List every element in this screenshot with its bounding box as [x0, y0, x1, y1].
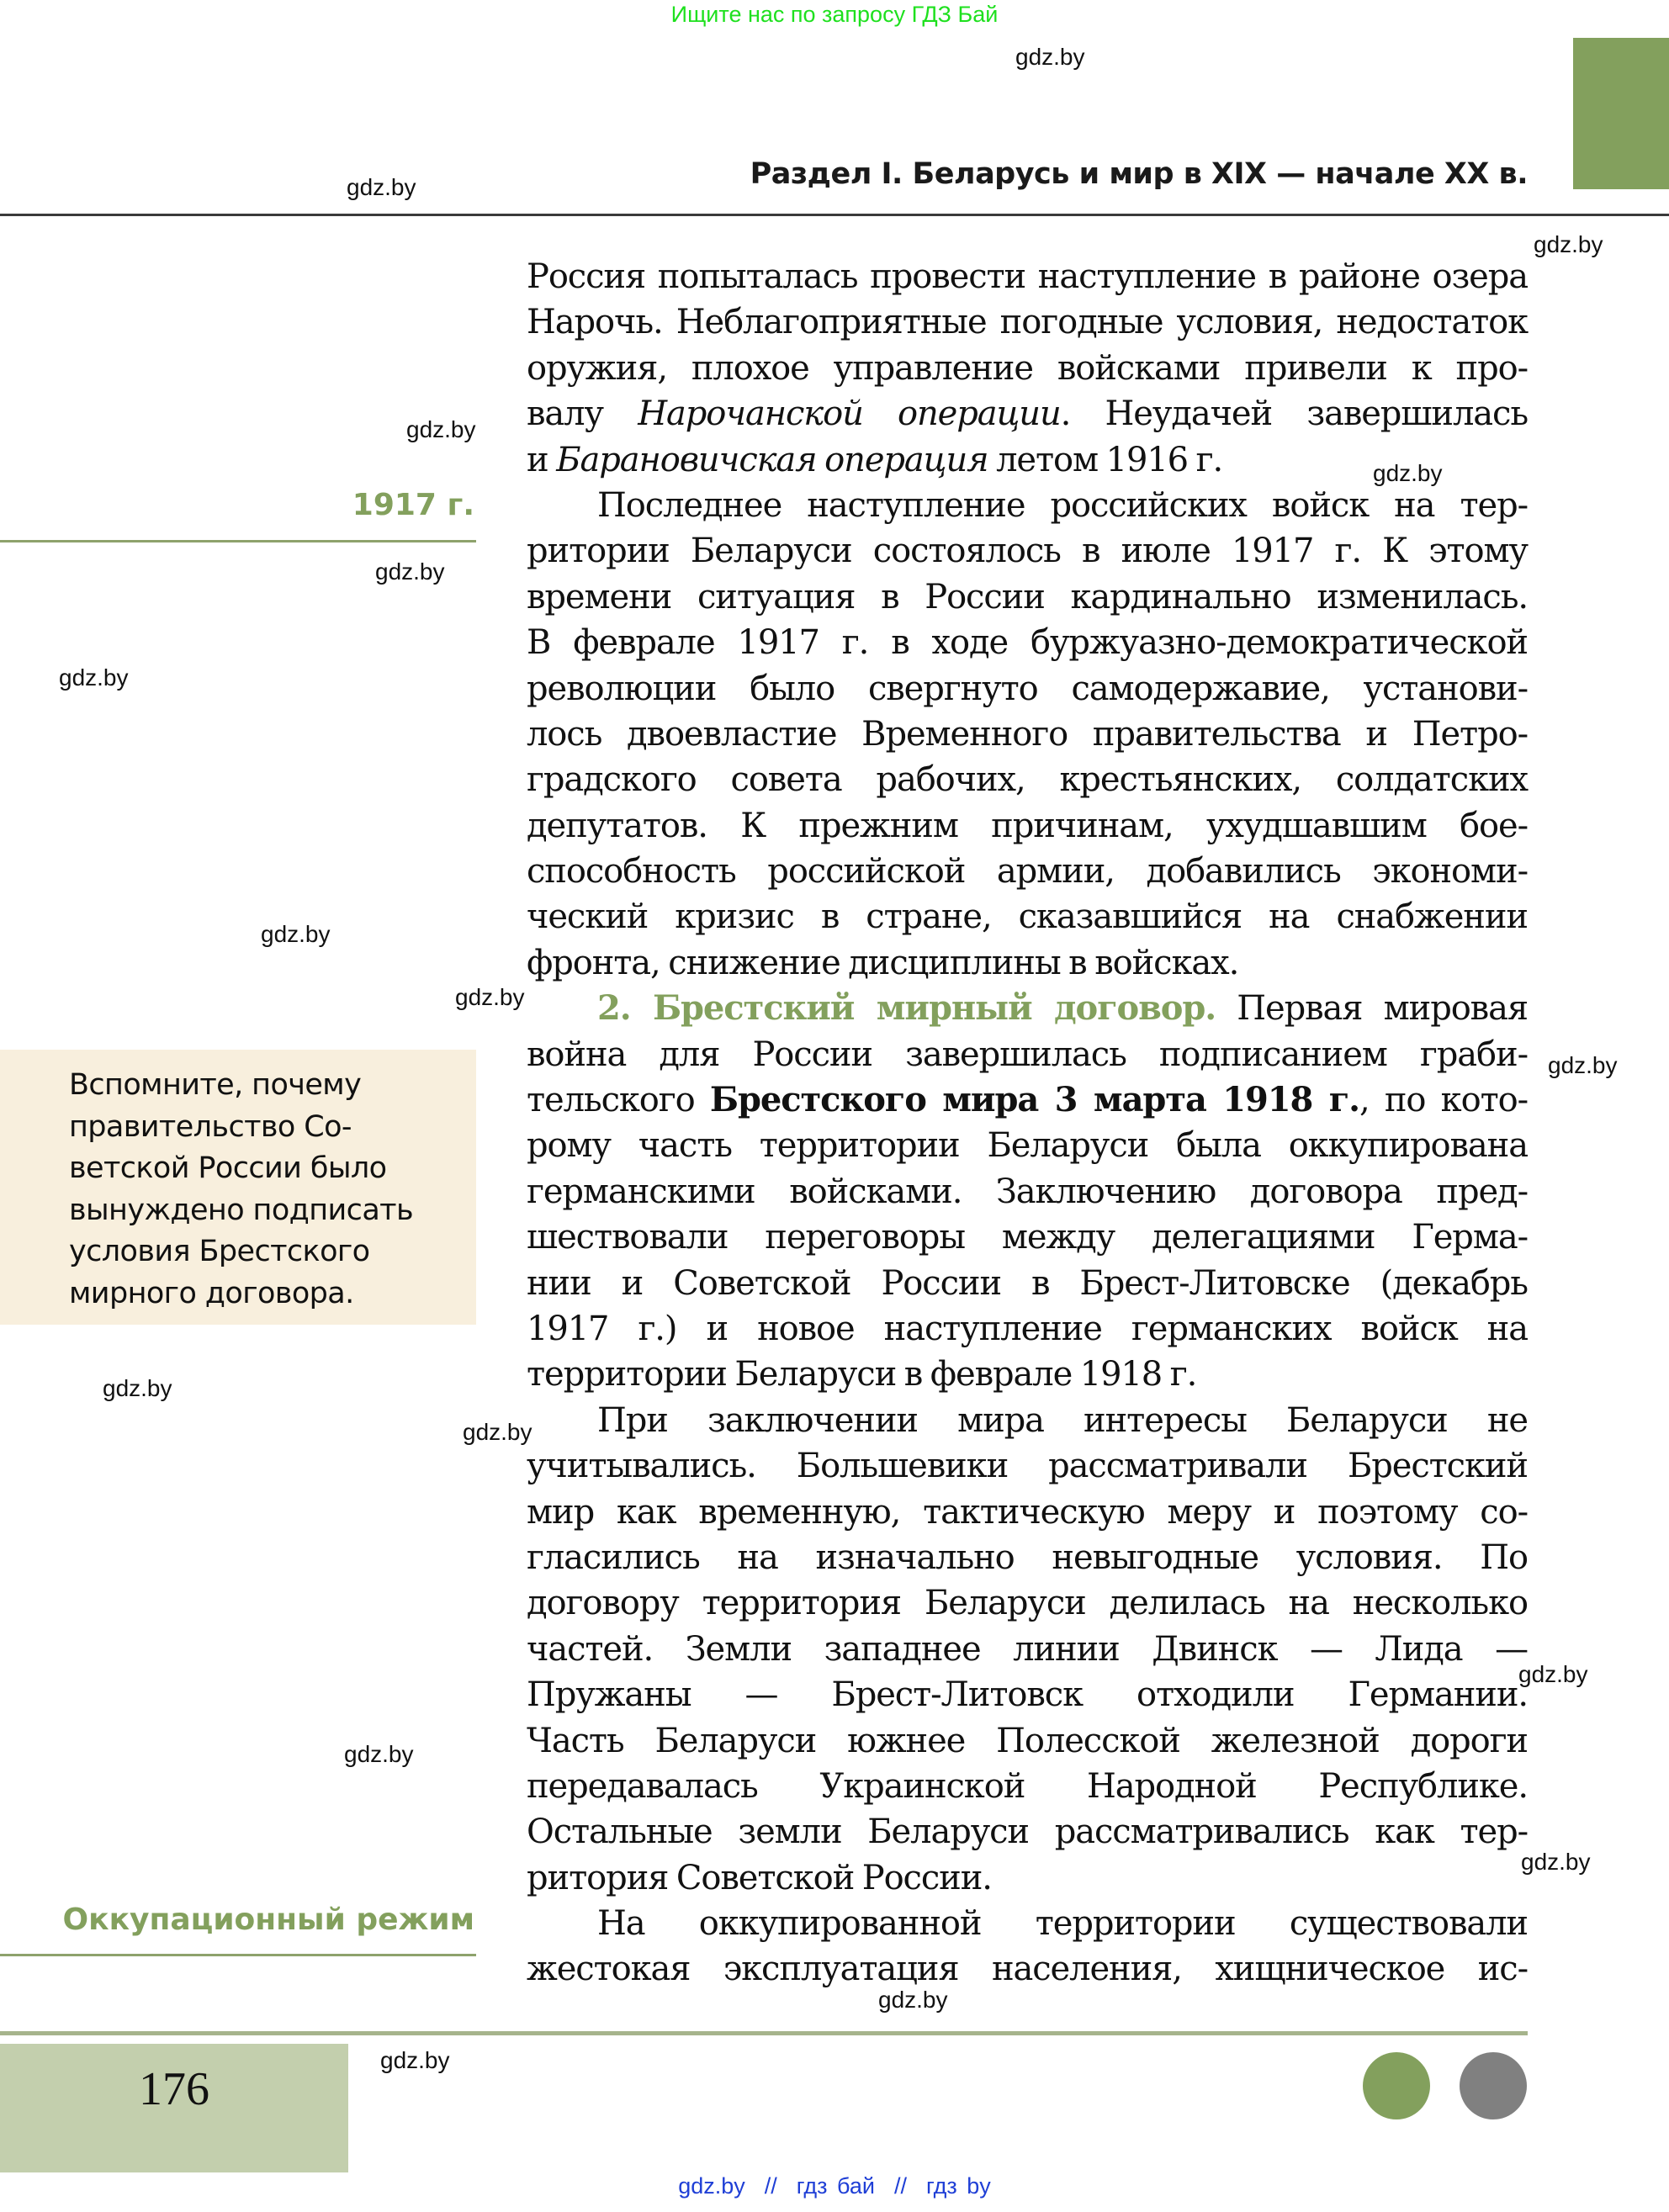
text-line: способность российской армии, добавились экономи- — [527, 852, 1528, 892]
section-heading-brest-treaty: 2. Брестский мирный договор. — [597, 988, 1216, 1029]
text-line: ческий кризис в стране, сказавшийся на снабжении — [527, 897, 1528, 937]
text-line: Остальные земли Беларуси рассматривались как тер- — [527, 1812, 1528, 1852]
running-head: Раздел I. Беларусь и мир в XIX — начале XX в. — [750, 157, 1528, 191]
text-run: летом 1916 г. — [988, 440, 1223, 479]
margin-year-label: 1917 г. — [352, 488, 474, 522]
text-line: лось двоевластие Временного правительства и Петро- — [527, 714, 1528, 754]
text-line: Нарочь. Неблагоприятные погодные условия, недостаток — [527, 303, 1528, 342]
page-number: 176 — [139, 2063, 209, 2115]
text-line: частей. Земли западнее линии Двинск — Лида — — [527, 1629, 1528, 1669]
watermark-text: gdz.by — [455, 984, 525, 1010]
watermark-text: gdz.by — [103, 1375, 172, 1401]
text-line: революции было свергнуто самодержавие, установи- — [527, 669, 1528, 708]
text-line — [527, 391, 1528, 437]
text-run: . Неудачей завершилась — [1060, 394, 1528, 434]
text-line: ритории Беларуси состоялось в июле 1917 г. К этому — [527, 532, 1528, 571]
watermark-text: gdz.by — [261, 921, 331, 947]
watermark-text: gdz.by — [1548, 1052, 1618, 1078]
header-divider — [0, 214, 1669, 216]
text-line: Пружаны — Брест-Литовск отходили Германии. — [527, 1675, 1528, 1715]
text-line: фронта, снижение дисциплины в войсках. — [527, 943, 1239, 982]
footer-site-links[interactable]: gdz.by // гдз бай // гдз by — [678, 2173, 991, 2199]
text-line: Часть Беларуси южнее Полесской железной дороги — [527, 1721, 1528, 1760]
margin-section-rule — [0, 1954, 476, 1956]
text-line: передавалась Украинской Народной Республике. — [527, 1766, 1528, 1806]
watermark-text: gdz.by — [1518, 1661, 1588, 1687]
watermark-text: gdz.by — [878, 1987, 948, 2013]
text-line: договору территория Беларуси делилась на несколько — [527, 1584, 1528, 1623]
watermark-text: gdz.by — [1534, 231, 1603, 257]
italic-term-baranovichi-operation: Барановичская операция — [556, 440, 988, 479]
margin-year-rule — [0, 540, 476, 542]
text-line: жестокая эксплуатация населения, хищническое ис- — [527, 1950, 1528, 1989]
text-line: территории Беларуси в феврале 1918 г. — [527, 1355, 1197, 1394]
watermark-text: gdz.by — [463, 1419, 532, 1445]
green-circle-icon — [1363, 2052, 1430, 2119]
margin-section-label: Оккупационный режим — [62, 1902, 474, 1937]
text-run: , по кото- — [1359, 1081, 1528, 1120]
note-line: мирного договора. — [69, 1276, 354, 1310]
gray-circle-icon — [1460, 2052, 1527, 2119]
text-line: оружия, плохое управление войсками привели к про- — [527, 348, 1528, 388]
text-line — [527, 986, 1528, 1031]
watermark-text: gdz.by — [1015, 44, 1085, 70]
text-line: При заключении мира интересы Беларуси не — [597, 1400, 1528, 1440]
text-run: Первая мировая — [1216, 989, 1528, 1029]
text-line: депутатов. К прежним причинам, ухудшавшим бое- — [527, 806, 1528, 845]
text-line: 1917 г.) и новое наступление германских войск на — [527, 1309, 1528, 1348]
note-line: вынуждено подписать — [69, 1193, 413, 1227]
reflection-note-text — [69, 1065, 456, 1315]
text-line: В феврале 1917 г. в ходе буржуазно-демократической — [527, 623, 1528, 663]
text-line: ритория Советской России. — [527, 1858, 992, 1897]
note-line: условия Брестского — [69, 1235, 370, 1268]
text-line: гласились на изначально невыгодные условия. По — [527, 1537, 1528, 1577]
note-line: правительство Со- — [69, 1109, 352, 1144]
watermark-text: gdz.by — [1521, 1849, 1591, 1875]
footer-divider — [0, 2031, 1528, 2035]
body-text — [527, 254, 1528, 1992]
watermark-text: gdz.by — [375, 558, 445, 585]
reflection-note-box — [0, 1050, 476, 1325]
note-line: ветской России было — [69, 1151, 387, 1185]
watermark-text: gdz.by — [59, 664, 129, 691]
text-run: и — [527, 440, 557, 479]
text-line — [527, 1077, 1528, 1123]
text-line: Последнее наступление российских войск на тер- — [597, 485, 1528, 525]
watermark-text: gdz.by — [406, 416, 476, 442]
text-line: учитывались. Большевики рассматривали Брестский — [527, 1447, 1528, 1486]
text-line: война для России завершилась подписанием граби- — [527, 1035, 1528, 1074]
italic-term-naroch-operation: Нарочанской операции — [638, 394, 1061, 434]
search-banner[interactable]: Ищите нас по запросу ГДЗ Бай — [670, 2, 999, 27]
text-line: нии и Советской России в Брест-Литовске (декабрь — [527, 1263, 1528, 1303]
text-line: германскими войсками. Заключению договора пред- — [527, 1172, 1528, 1211]
page-number-box — [0, 2044, 348, 2172]
watermark-text: gdz.by — [1373, 460, 1443, 486]
watermark-text: gdz.by — [347, 174, 416, 200]
text-run: валу — [527, 394, 638, 434]
watermark-text: gdz.by — [344, 1741, 414, 1767]
note-line: Вспомните, почему — [69, 1068, 362, 1102]
text-line: рому часть территории Беларуси была оккупирована — [527, 1126, 1528, 1166]
chapter-color-tab — [1573, 38, 1669, 189]
text-line: мир как временную, тактическую меру и поэтому со- — [527, 1492, 1528, 1532]
text-run: тельского — [527, 1081, 710, 1120]
text-line: Россия попыталась провести наступление в районе озера — [527, 257, 1528, 296]
text-line: градского совета рабочих, крестьянских, солдатских — [527, 760, 1528, 800]
text-line: времени ситуация в России кардинально изменилась. — [527, 577, 1528, 617]
bold-term-brest-peace: Брестского мира 3 марта 1918 г. — [709, 1080, 1359, 1120]
watermark-text: gdz.by — [380, 2047, 450, 2073]
text-line: шествовали переговоры между делегациями Герма- — [527, 1218, 1528, 1257]
text-line: На оккупированной территории существовали — [597, 1904, 1528, 1944]
